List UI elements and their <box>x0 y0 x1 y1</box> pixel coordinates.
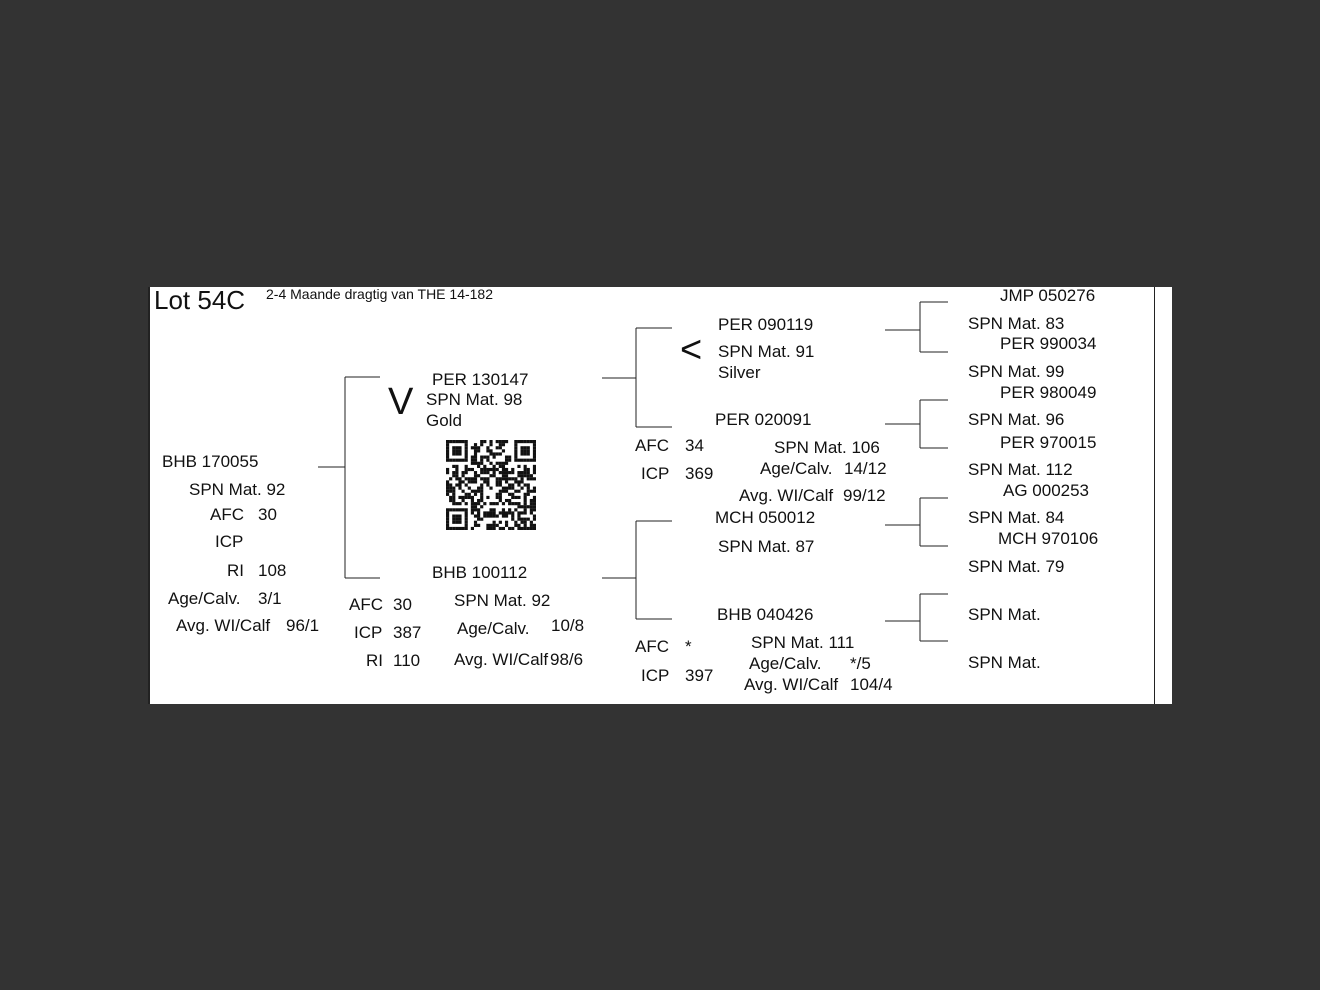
dam-age-label: Age/Calv. <box>457 619 530 638</box>
gg-5-spn: SPN Mat. 84 <box>968 508 1065 527</box>
sire-dam-wi-label: Avg. WI/Calf <box>739 486 834 505</box>
sire-spn: SPN Mat. 98 <box>426 390 523 409</box>
qr-code-icon <box>446 440 536 530</box>
sire-dam-afc-label: AFC <box>635 436 669 455</box>
sire-dam-spn: SPN Mat. 106 <box>774 438 880 457</box>
gg-2-id: PER 990034 <box>1000 334 1097 353</box>
gg-8-spn: SPN Mat. <box>968 653 1041 672</box>
dam-afc-label: AFC <box>349 595 383 614</box>
subject-age-label: Age/Calv. <box>168 589 241 608</box>
pedigree-card <box>148 287 1172 704</box>
subject-afc-label: AFC <box>210 505 244 524</box>
gg-4-id: PER 970015 <box>1000 433 1097 452</box>
sire-dam-icp-value: 369 <box>685 464 714 483</box>
sire-sire-grade: Silver <box>718 363 761 382</box>
dam-dam-icp-value: 397 <box>685 666 714 685</box>
dam-ri-value: 110 <box>393 651 421 670</box>
dam-sire-id: MCH 050012 <box>715 508 816 527</box>
dam-dam-afc-label: AFC <box>635 637 669 656</box>
dam-id: BHB 100112 <box>432 563 528 582</box>
subject-age-value: 3/1 <box>258 589 282 608</box>
sire-sire-mark: < <box>680 329 703 371</box>
subject-id: BHB 170055 <box>162 452 259 471</box>
sire-dam-id: PER 020091 <box>715 410 812 429</box>
gg-4-spn: SPN Mat. 112 <box>968 460 1073 479</box>
sire-sire-spn: SPN Mat. 91 <box>718 342 815 361</box>
subject-icp-label: ICP <box>215 532 244 551</box>
sire-dam-age-value: 14/12 <box>844 459 887 478</box>
subject-spn: SPN Mat. 92 <box>189 480 286 499</box>
dam-ri-label: RI <box>366 651 383 670</box>
dam-dam-afc-value: * <box>685 637 692 656</box>
dam-sire-spn: SPN Mat. 87 <box>718 537 815 556</box>
dam-spn: SPN Mat. 92 <box>454 591 551 610</box>
subject-ri-label: RI <box>227 561 244 580</box>
subject-wi-label: Avg. WI/Calf <box>176 616 271 635</box>
gg-7-spn: SPN Mat. <box>968 605 1041 624</box>
gg-6-id: MCH 970106 <box>998 529 1099 548</box>
gg-3-spn: SPN Mat. 96 <box>968 410 1065 429</box>
dam-wi-label: Avg. WI/Calf <box>454 650 549 669</box>
gg-3-id: PER 980049 <box>1000 383 1097 402</box>
gg-1-id: JMP 050276 <box>1000 287 1096 305</box>
lot-number: Lot 54C <box>154 287 246 315</box>
dam-dam-wi-label: Avg. WI/Calf <box>744 675 839 694</box>
sire-sire-id: PER 090119 <box>718 315 814 334</box>
dam-dam-age-value: */5 <box>850 654 871 673</box>
dam-icp-value: 387 <box>393 623 422 642</box>
dam-age-value: 10/8 <box>551 616 585 635</box>
sire-dam-afc-value: 34 <box>685 436 704 455</box>
dam-dam-spn: SPN Mat. 111 <box>751 633 855 652</box>
dam-icp-label: ICP <box>354 623 383 642</box>
dam-wi-value: 98/6 <box>550 650 584 669</box>
dam-afc-value: 30 <box>393 595 412 614</box>
sire-dam-age-label: Age/Calv. <box>760 459 833 478</box>
sire-mark: V <box>388 381 414 423</box>
dam-dam-age-label: Age/Calv. <box>749 654 822 673</box>
subject-wi-value: 96/1 <box>286 616 320 635</box>
gg-1-spn: SPN Mat. 83 <box>968 314 1065 333</box>
sire-grade: Gold <box>426 411 462 430</box>
sire-id: PER 130147 <box>432 370 529 389</box>
subject-afc-value: 30 <box>258 505 277 524</box>
sire-dam-wi-value: 99/12 <box>843 486 886 505</box>
sire-dam-icp-label: ICP <box>641 464 670 483</box>
lot-note: 2-4 Maande dragtig van THE 14-182 <box>266 287 493 302</box>
dam-dam-wi-value: 104/4 <box>850 675 893 694</box>
dam-dam-icp-label: ICP <box>641 666 670 685</box>
dam-dam-id: BHB 040426 <box>717 605 814 624</box>
gg-6-spn: SPN Mat. 79 <box>968 557 1065 576</box>
gg-2-spn: SPN Mat. 99 <box>968 362 1065 381</box>
subject-ri-value: 108 <box>258 561 287 580</box>
gg-5-id: AG 000253 <box>1003 481 1090 500</box>
